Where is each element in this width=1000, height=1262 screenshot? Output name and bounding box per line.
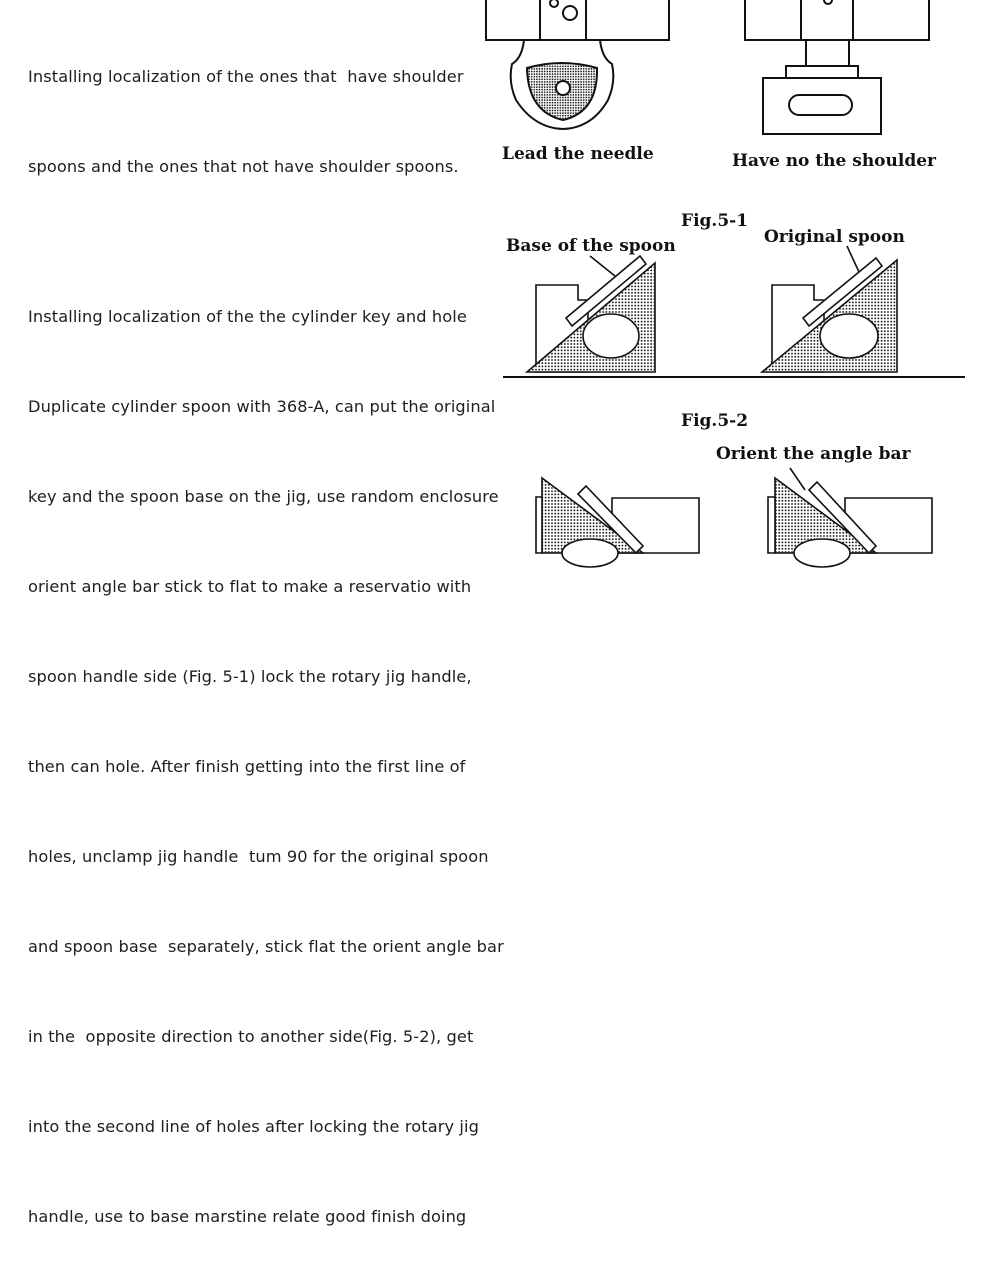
- fig-5-1-right-jig: [762, 246, 897, 372]
- text-line: holes, unclamp jig handle tum 90 for the original spoon: [28, 847, 489, 866]
- original-spoon-label: Original spoon: [764, 227, 905, 247]
- fig-5-1-left-jig: [527, 256, 655, 372]
- fig-5-2-left-jig: [536, 478, 699, 567]
- fig-5-2-right-jig: [768, 468, 932, 567]
- text-line: orient angle bar stick to flat to make a reservatio with: [28, 577, 472, 596]
- text-line: and spoon base separately, stick flat the orient angle bar: [28, 937, 504, 956]
- no-shoulder-caption: Have no the shoulder: [732, 151, 936, 171]
- text-line: spoon handle side (Fig. 5-1) lock the rotary jig handle,: [28, 667, 472, 686]
- text-line: Installing localization of the ones that have shoulder: [28, 67, 464, 86]
- text-line: Duplicate cylinder spoon with 368-A, can put the original: [28, 397, 496, 416]
- no-shoulder-spoon-drawing: [745, 0, 929, 134]
- base-of-spoon-label: Base of the spoon: [506, 236, 676, 256]
- text-line: into the second line of holes after locking the rotary jig: [28, 1117, 479, 1136]
- text-line: spoons and the ones that not have shoulder spoons.: [28, 157, 459, 176]
- technical-illustration: [0, 0, 1000, 553]
- needle-spoon-drawing: [486, 0, 669, 129]
- text-line: in the opposite direction to another side(Fig. 5-2), get: [28, 1027, 474, 1046]
- text-line: then can hole. After finish getting into the first line of: [28, 757, 466, 776]
- lead-needle-caption: Lead the needle: [502, 144, 654, 164]
- orient-angle-bar-label: Orient the angle bar: [716, 444, 911, 464]
- text-line: handle, use to base marstine relate good finish doing: [28, 1207, 467, 1226]
- fig-5-2-title: Fig.5-2: [681, 411, 749, 431]
- fig-5-1-title: Fig.5-1: [681, 211, 749, 231]
- text-line: key and the spoon base on the jig, use random enclosure: [28, 487, 499, 506]
- text-line: Installing localization of the the cylinder key and hole: [28, 307, 467, 326]
